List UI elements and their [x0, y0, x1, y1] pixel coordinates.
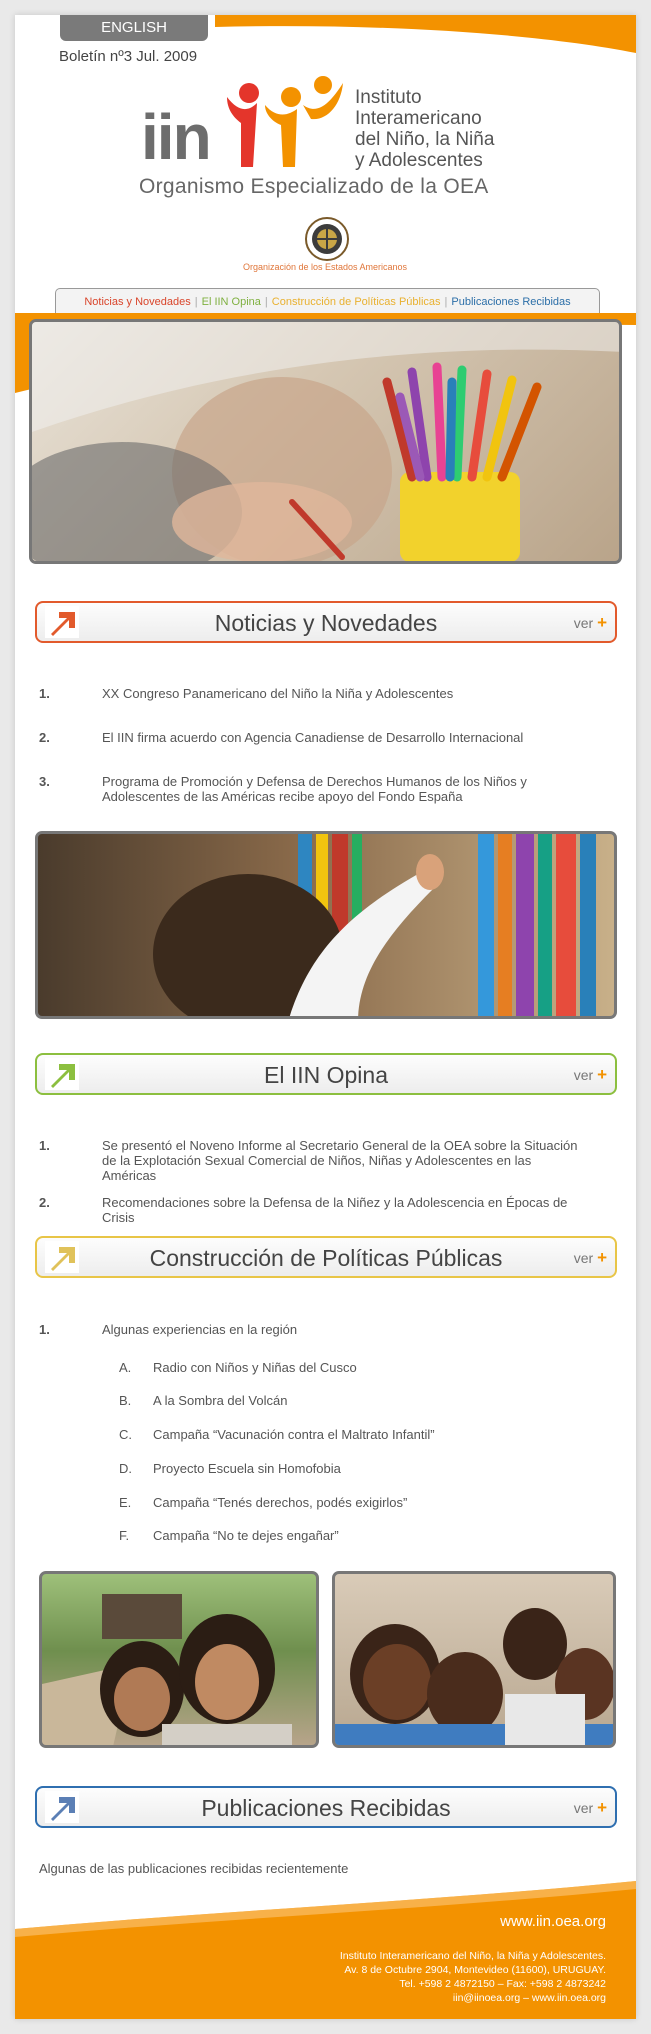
nav-publicaciones[interactable]: Publicaciones Recibidas [451, 296, 571, 308]
section-nav: Noticias y Novedades | El IIN Opina | Construcción de Políticas Públicas | Publicaciones Recibidas [55, 288, 600, 315]
sub-list-item[interactable] [119, 1528, 519, 1546]
library-photo [35, 831, 617, 1019]
section-title: Construcción de Políticas Públicas [149, 1245, 503, 1271]
plus-icon: + [597, 1798, 607, 1817]
ver-label: ver [573, 1800, 594, 1816]
children-figures-icon [219, 75, 359, 171]
ver-link[interactable] [574, 1248, 607, 1268]
nav-politicas[interactable]: Construcción de Políticas Públicas [271, 296, 441, 308]
ver-link[interactable] [574, 613, 607, 633]
oea-seal-icon [305, 217, 349, 261]
list-item[interactable] [39, 686, 599, 704]
politicas-section-header [35, 1236, 617, 1278]
publicaciones-intro: Algunas de las publicaciones recibidas recientemente [39, 1861, 349, 1876]
sub-list-item[interactable] [119, 1360, 519, 1378]
sub-item-link[interactable]: Campaña “No te dejes engañar” [153, 1528, 339, 1543]
opina-section-header [35, 1053, 617, 1095]
bulletin-number: Boletín nº3 Jul. 2009 [59, 48, 198, 65]
item-link[interactable]: XX Congreso Panamericano del Niño la Niña y Adolescentes [102, 686, 454, 701]
list-item[interactable] [39, 730, 599, 748]
item-letter: C. [119, 1427, 132, 1442]
item-number: 3. [39, 774, 50, 789]
ver-link[interactable] [574, 1065, 607, 1085]
item-link[interactable]: Algunas experiencias en la región [102, 1322, 298, 1337]
org-name-line: Instituto [355, 87, 422, 108]
iin-logo [141, 83, 351, 178]
item-number: 2. [39, 730, 50, 745]
list-item[interactable] [39, 1195, 599, 1225]
oea-caption: Organización de los Estados Americanos [242, 262, 408, 272]
plus-icon: + [597, 1248, 607, 1267]
sub-item-link[interactable]: Campaña “Tenés derechos, podés exigirlos” [153, 1495, 408, 1510]
item-letter: A. [119, 1360, 132, 1375]
org-subtitle: Organismo Especializado de la OEA [139, 175, 489, 198]
item-letter: E. [119, 1495, 132, 1510]
smiling-children-image [335, 1574, 616, 1748]
sub-item-link[interactable]: Proyecto Escuela sin Homofobia [153, 1461, 341, 1476]
item-link[interactable]: El IIN firma acuerdo con Agencia Canadiense de Desarrollo Internacional [102, 730, 524, 745]
footer-address-line: Av. 8 de Octubre 2904, Montevideo (11600), URUGUAY. [344, 1964, 606, 1976]
footer-address-line: Tel. +598 2 4872150 – Fax: +598 2 4873242 [399, 1978, 606, 1990]
girls-photo [39, 1571, 319, 1748]
plus-icon: + [597, 1065, 607, 1084]
hero-photo [29, 319, 622, 564]
section-title: Publicaciones Recibidas [201, 1795, 451, 1821]
item-letter: F. [119, 1528, 130, 1543]
org-name-line: y Adolescentes [355, 150, 483, 171]
two-girls-image [42, 1574, 319, 1748]
org-name-line: del Niño, la Niña [355, 129, 495, 150]
sub-item-link[interactable]: Campaña “Vacunación contra el Maltrato Infantil” [153, 1427, 435, 1442]
item-number: 2. [39, 1195, 50, 1210]
publicaciones-section-header [35, 1786, 617, 1828]
sub-list-item[interactable] [119, 1393, 519, 1411]
sub-list-item[interactable] [119, 1427, 519, 1445]
nav-opina[interactable]: El IIN Opina [201, 296, 261, 308]
item-link[interactable]: Programa de Promoción y Defensa de Derechos Humanos de los Niños y Adolescentes de las Américas recibe apoyo del Fondo España [102, 774, 527, 804]
kids-photo [332, 1571, 616, 1748]
item-number: 1. [39, 1138, 50, 1153]
ver-label: ver [573, 1250, 594, 1266]
ver-label: ver [573, 615, 594, 631]
sub-list-item[interactable] [119, 1461, 519, 1479]
nav-noticias[interactable]: Noticias y Novedades [84, 296, 191, 308]
plus-icon: + [597, 613, 607, 632]
list-item[interactable] [39, 774, 599, 808]
child-drawing-image [32, 322, 622, 564]
item-number: 1. [39, 1322, 50, 1337]
sub-item-link[interactable]: Radio con Niños y Niñas del Cusco [153, 1360, 357, 1375]
item-link[interactable]: Se presentó el Noveno Informe al Secretario General de la OEA sobre la Situación de la Explotación Sexual Comercial de Niños, Niñas y Adolescentes en las Américas [102, 1138, 578, 1183]
ver-label: ver [573, 1067, 594, 1083]
logo-letters: iin [141, 101, 210, 173]
list-item[interactable] [39, 1138, 599, 1183]
item-number: 1. [39, 686, 50, 701]
item-link[interactable]: Recomendaciones sobre la Defensa de la Niñez y la Adolescencia en Épocas de Crisis [102, 1195, 568, 1225]
footer-contact-line[interactable]: iin@iinoea.org – www.iin.oea.org [452, 1992, 606, 2004]
sub-list-item[interactable] [119, 1495, 519, 1513]
footer-url[interactable]: www.iin.oea.org [500, 1913, 606, 1930]
item-letter: B. [119, 1393, 132, 1408]
section-title: Noticias y Novedades [214, 610, 438, 636]
section-title: El IIN Opina [264, 1062, 388, 1088]
ver-link[interactable] [574, 1798, 607, 1818]
item-letter: D. [119, 1461, 132, 1476]
list-item[interactable] [39, 1322, 599, 1340]
newsletter-page [15, 15, 636, 2019]
org-name-line: Interamericano [355, 108, 482, 129]
noticias-section-header [35, 601, 617, 643]
sub-item-link[interactable]: A la Sombra del Volcán [153, 1393, 288, 1408]
footer-address-line: Instituto Interamericano del Niño, la Niña y Adolescentes. [339, 1950, 606, 1962]
org-name [355, 87, 555, 171]
child-at-bookshelf-image [38, 834, 617, 1019]
english-link[interactable]: ENGLISH [60, 15, 208, 41]
